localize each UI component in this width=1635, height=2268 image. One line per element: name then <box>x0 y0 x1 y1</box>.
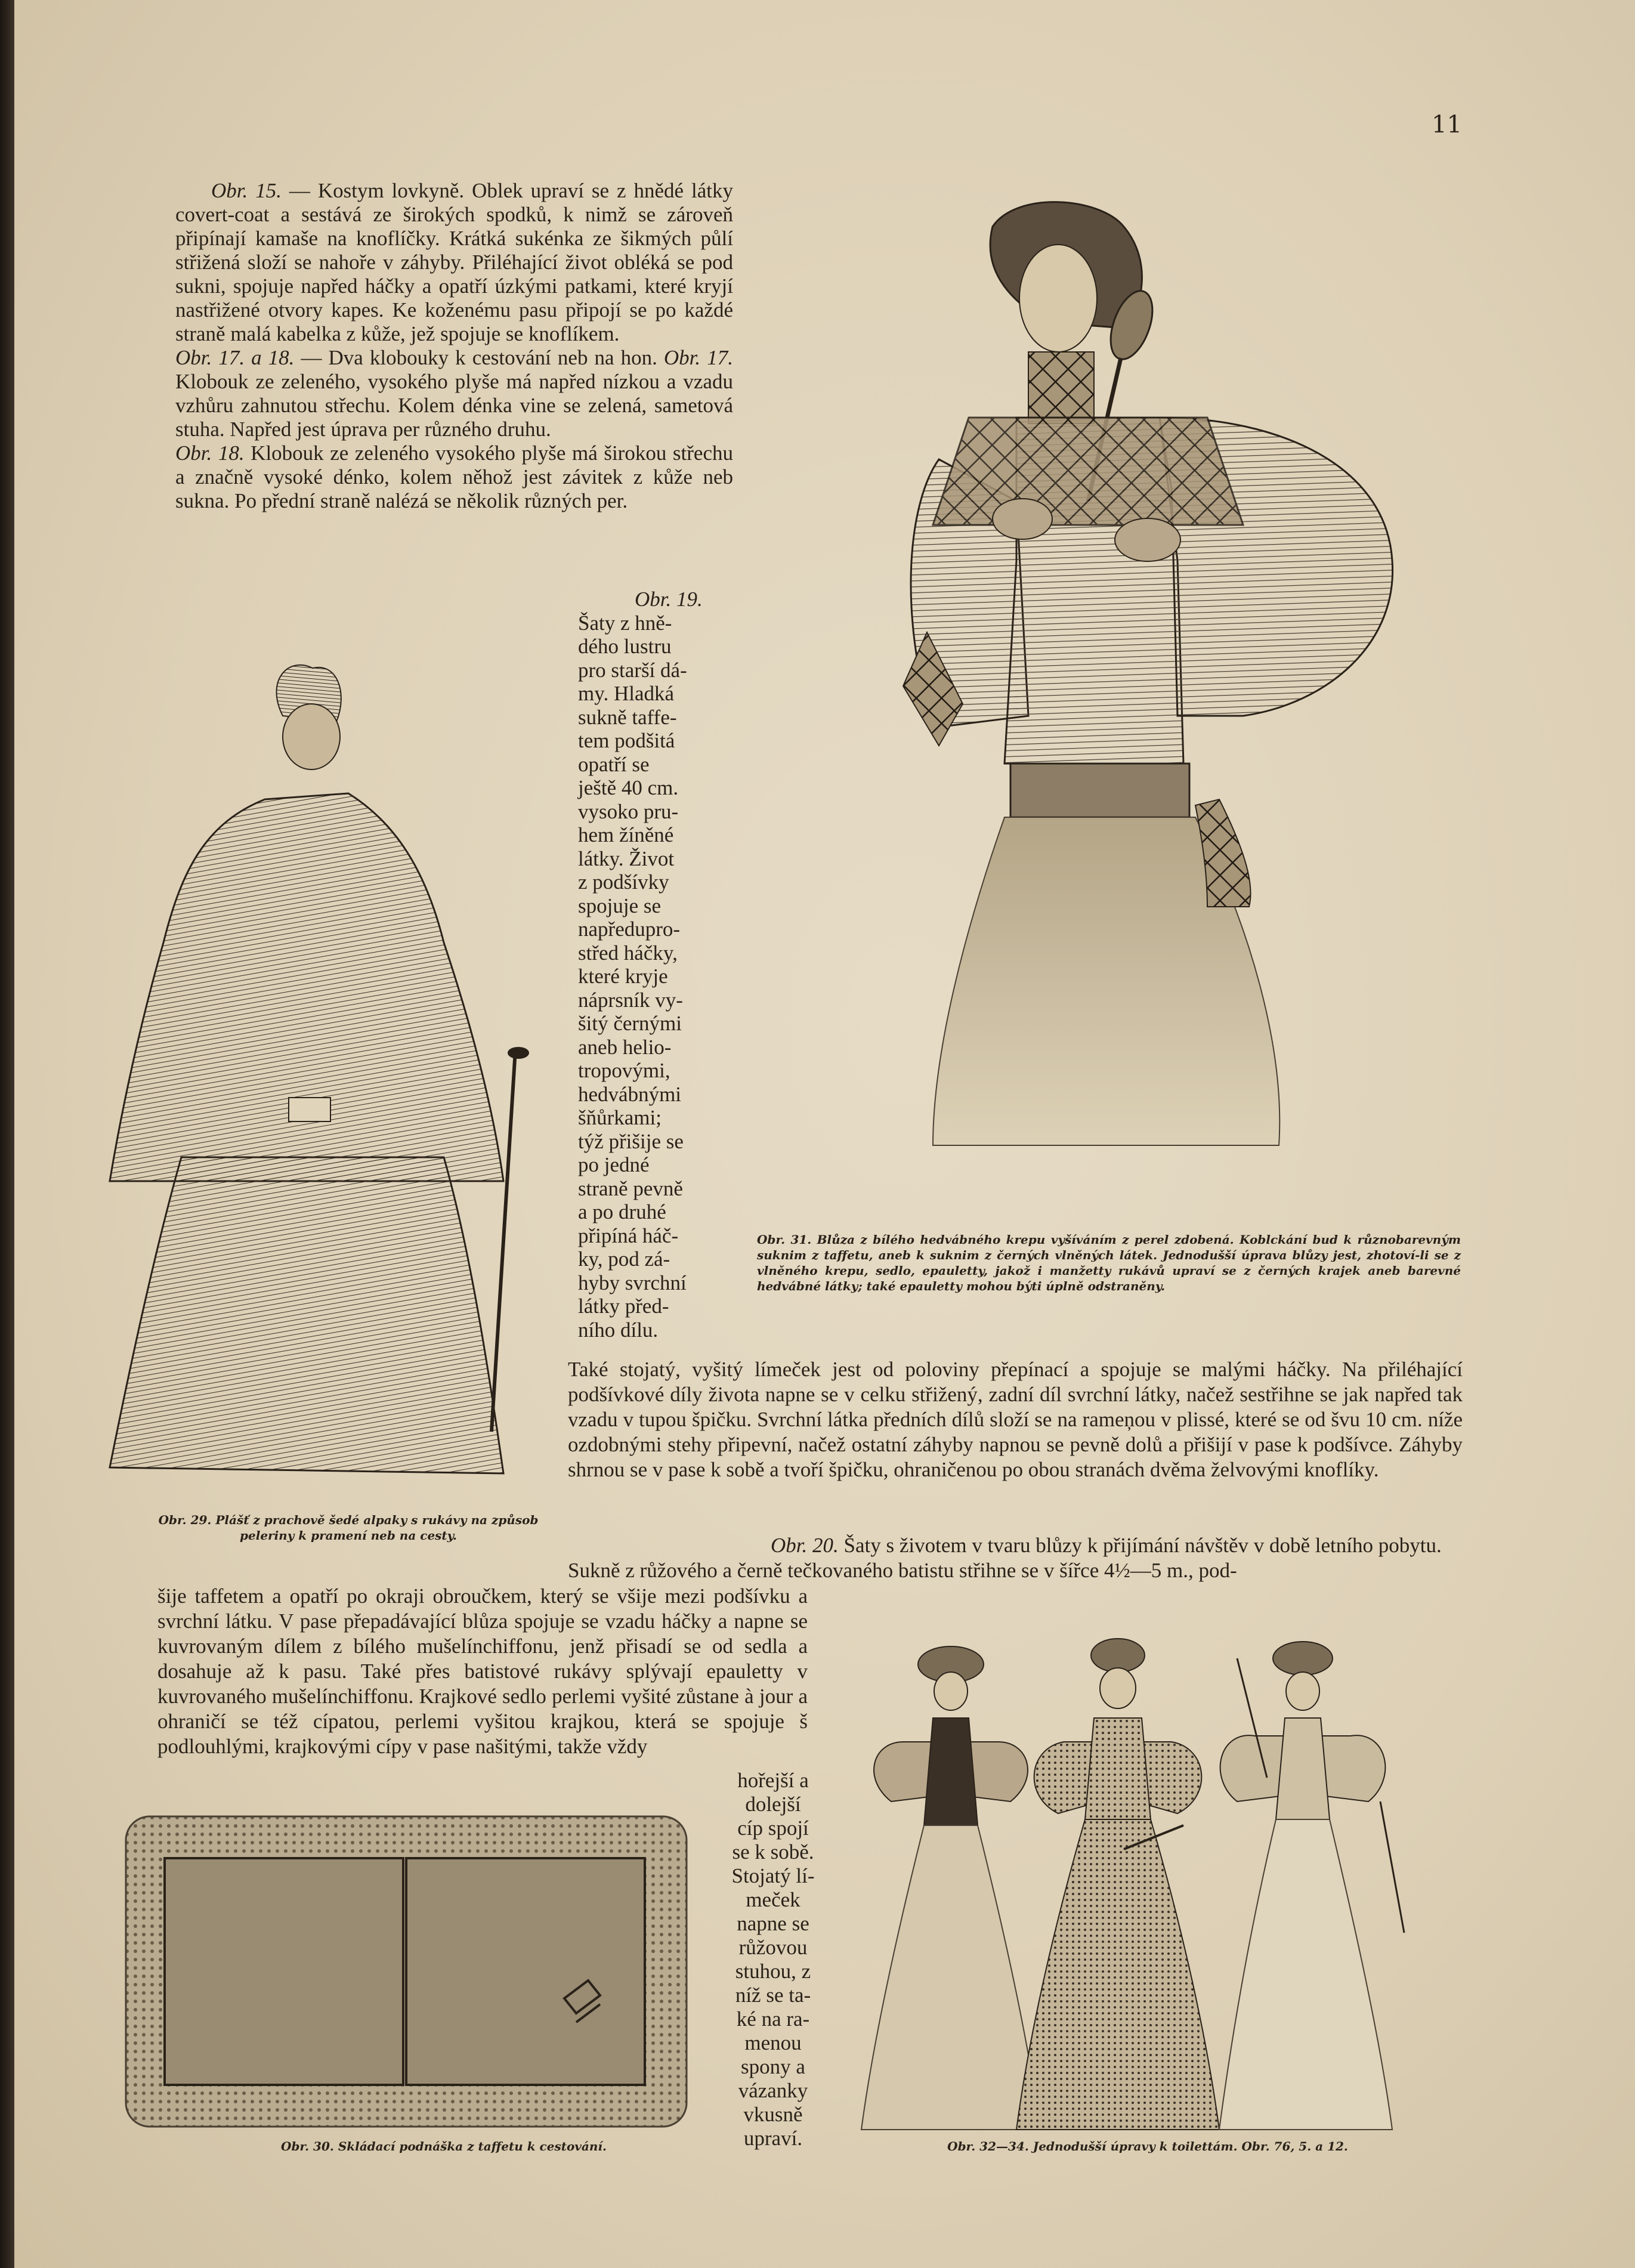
paragraph-obr20-head <box>568 1533 1463 1583</box>
text-line: cíp spojí <box>737 1816 809 1840</box>
caption-ref: Obr. 31. <box>757 1232 812 1247</box>
text-line: růžovou <box>738 1936 808 1959</box>
text-line: střed háčky, <box>578 941 678 965</box>
text-line: vázanky <box>738 2079 808 2102</box>
text-line: ké na ra- <box>736 2007 810 2031</box>
dress-right <box>1219 1642 1404 2130</box>
paragraph-wide-collar: Také stojatý, vyšitý límeček jest od poloviny přepínací a spojuje se malými háčky. Na přiléhající podšívkové díly života napne se v celku střižený, zadní díl svrchní látky, načež sestřihne se jak napřed tak vzadu v tupou špičku. Svrchní látka předních dílů složí se na rameņou v plissé, které se od švu 10 cm. níže ozdobnými stehy připevní, načež ostatní záhyby napnou se pevně dolů a přišijí v pase k podšívce. Záhyby shrnou se v pase k sobě a tvoří špičku, ohraničenou po obou stranách dvěma želvovými knoflíky. <box>568 1358 1463 1481</box>
figure-reference: Obr. 15. <box>211 179 282 202</box>
text-line: tropovými, <box>578 1059 670 1082</box>
text-line: menou <box>744 2031 802 2054</box>
obr20-line2: Sukně z růžového a černě tečkovaného batistu střihne se v šířce 4½—5 m., pod- <box>568 1559 1237 1582</box>
narrow-lines <box>578 611 736 1342</box>
text-line: hyby svrchní <box>578 1271 687 1294</box>
text-line: straně pevně <box>578 1176 683 1200</box>
caption-title: Skládací podnáška <box>338 2139 463 2153</box>
text-line: pro starší dá- <box>578 658 687 682</box>
text-line: spojuje se <box>578 894 662 917</box>
text-line: které kryje <box>578 965 668 988</box>
figure-31-blouse <box>790 191 1440 1157</box>
text-line: sukně taffe- <box>578 705 677 729</box>
text-line: se k sobě. <box>732 1840 814 1864</box>
paragraph-obr20-body: šije taffetem a opatří po okraji obroučkem, který se všije mezi podšívku a svrchní látku. V pase přepadávající blůza spojuje se vzadu háčky a napne se kuvrovaným dílem z bílého mušelínchiffonu, jenž přisadí se od sedla a dosahuje až k pasu. Také přes batistové rukávy splývají epauletty v kuvrovaného mušelínchiffonu. Krajkové sedlo perlemi vyšité zůstane à jour a ohraničí se též cípatou, perlemi vyšitou krajkou, která se spojuje š podlouhlými, krajkovými cípy v pase našitými, takže vždy <box>157 1584 808 1758</box>
caption-text: z bílého hedvábného krepu vyšíváním z perel zdobená. Koblckání bud k různobarevným suknim z taffetu, aneb k suknim z černých vlněných látek. Jednodušší úprava blůzy jest, zhotoví-li se z vlněného krepu, sedlo, epauletty, jakož i manžetty rukávů upraví se z černých krajek aneb barevné hedvábné látky; také epauletty mohou býti úplně odstraněny. <box>757 1232 1461 1293</box>
text-line: látky. Život <box>578 846 675 870</box>
caption-title: Plášť <box>215 1513 249 1527</box>
text-line: ještě 40 cm. <box>578 776 679 799</box>
text-line: stuhou, z <box>735 1960 811 1983</box>
obr20-line1 <box>568 1533 1463 1558</box>
caption-text: z prachově šedé alpaky s rukávy na způsob peleriny k pramení neb na cesty. <box>240 1513 539 1543</box>
caption-text: Obr. 76, 5. a 12. <box>1237 2139 1348 2153</box>
text-line: látky před- <box>578 1294 669 1318</box>
text-line: my. Hladká <box>578 682 675 705</box>
caption-text: z taffetu k cestování. <box>463 2139 607 2153</box>
text-line: dolejší <box>745 1793 801 1816</box>
text-column-top-left <box>175 179 733 513</box>
text-line: vysoko pru- <box>578 799 679 823</box>
narrow-lines <box>719 1769 827 2150</box>
text-line: po jedné <box>578 1153 650 1176</box>
caption-figure-32-34 <box>873 2139 1422 2154</box>
paragraph-text: Klobouk ze zeleného vysokého plyše má širokou střechu a značně vysoké dénko, kolem něhož jest závitek z kůže neb sukna. Po přední straně nalézá se několik různých per. <box>175 441 733 512</box>
paragraph-text: Klobouk ze zeleného, vysokého plyše má napřed nízkou a vzadu vzhůru zahnutou střechu. Kolem dénka vine se zelená, sametová stuha. Napřed jest úprava per různého druhu. <box>175 370 733 441</box>
paragraph-obr17-18 <box>175 346 733 441</box>
text-line: opatří se <box>578 752 650 776</box>
text-line: napředupro- <box>578 917 681 941</box>
text-line: náprsník vy- <box>578 988 683 1012</box>
figure-reference: Obr. 19. <box>635 588 703 611</box>
text-column-narrow-obr19 <box>578 588 736 1342</box>
paragraph-text: Šaty s životem v tvaru blůzy k přijímání návštěv v době letního pobytu. <box>838 1534 1442 1557</box>
figure-reference: Obr. 20. <box>771 1534 839 1557</box>
text-line: a po druhé <box>578 1200 666 1223</box>
dress-middle <box>1016 1639 1219 2130</box>
text-line: tem podšitá <box>578 729 675 752</box>
text-line: aneb helio- <box>578 1035 672 1059</box>
text-line: Šaty z hně- <box>578 611 672 635</box>
text-line: spony a <box>741 2055 805 2078</box>
text-line: ního dílu. <box>578 1318 659 1342</box>
text-line: hořejší a <box>737 1769 809 1792</box>
text-line: z podšívky <box>578 870 669 894</box>
paragraph-obr15 <box>175 179 733 346</box>
text-line: šňůrkami; <box>578 1106 662 1129</box>
paragraph-obr18 <box>175 441 733 513</box>
dress-left <box>861 1646 1040 2130</box>
caption-ref: Obr. 32—34. <box>947 2139 1029 2153</box>
figure-29-cloak <box>86 644 539 1491</box>
figure-reference: Obr. 18. <box>175 441 245 465</box>
text-line: napne se <box>737 1912 809 1935</box>
caption-title: Blůza <box>817 1232 855 1247</box>
text-line: Stojatý lí- <box>731 1864 815 1887</box>
text-line: připíná háč- <box>578 1223 679 1247</box>
caption-ref: Obr. 29. <box>158 1513 212 1527</box>
figure-reference: Obr. 17. <box>663 346 733 369</box>
text-line: vkusně <box>743 2103 803 2126</box>
figure-30-tray <box>123 1813 690 2130</box>
text-line: ky, pod zá- <box>578 1247 670 1271</box>
text-line: dého lustru <box>578 635 672 658</box>
figure-reference: Obr. 17. a 18. <box>175 346 295 369</box>
text-column-narrow-obr20 <box>719 1769 827 2150</box>
text-line: upraví. <box>743 2127 803 2150</box>
text-line: meček <box>746 1888 800 1911</box>
caption-figure-29 <box>152 1512 545 1543</box>
caption-figure-31 <box>757 1232 1461 1294</box>
caption-figure-30 <box>235 2139 653 2154</box>
text-line: týž přišije se <box>578 1129 684 1153</box>
figure-32-34-dresses <box>849 1623 1434 2142</box>
text-line: hedvábnými <box>578 1082 682 1106</box>
caption-title: Jednodušší úpravy k toilettám. <box>1033 2139 1238 2153</box>
paragraph-text: — Kostym lovkyně. Oblek upraví se z hnědé látky covert-coat a sestává ze širokých spodků, k nimž se zároveň připínají kamaše na knoflíčky. Krátká sukénka ze šikmých půlí střižená složí se nahoře v záhyby. Přiléhající život obléká se pod sukni, spojuje napřed háčky a opatří úzkými patkami, které kryjí nastřižené otvory kapes. Ke koženému pasu připojí se po každé straně malá kabelka z kůže, jež spojuje se knoflíkem. <box>175 179 733 345</box>
caption-ref: Obr. 30. <box>281 2139 334 2153</box>
book-spine <box>0 0 14 2268</box>
page-number: 11 <box>1432 111 1462 138</box>
text-line: níž se ta- <box>735 1983 811 2007</box>
paragraph-text: — Dva klobouky k cestování neb na hon. <box>294 346 664 369</box>
text-line: šitý černými <box>578 1012 682 1035</box>
text-line: hem žíněné <box>578 823 674 846</box>
magazine-page <box>14 0 1635 2268</box>
